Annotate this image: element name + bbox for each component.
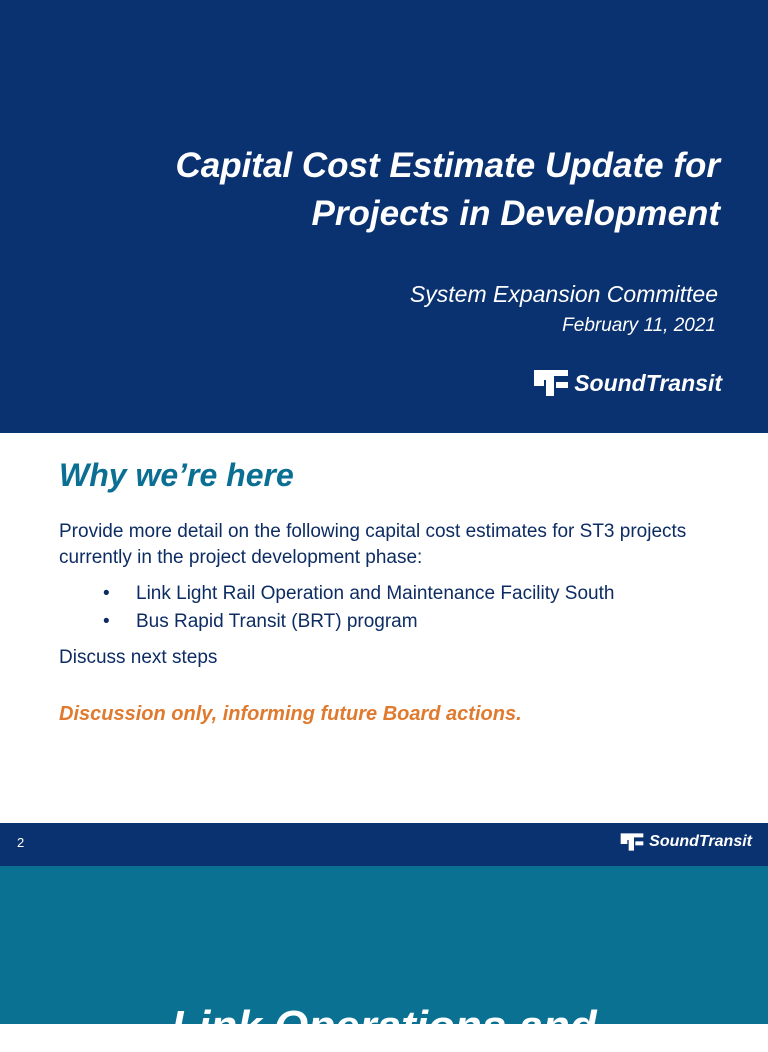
logo-text: SoundTransit xyxy=(574,369,722,396)
next-slide-title: Link Operations and xyxy=(171,1002,597,1051)
bullet-list xyxy=(103,580,614,636)
slide-footer xyxy=(0,823,768,866)
next-slide xyxy=(0,866,768,1051)
content-slide xyxy=(0,433,768,823)
discussion-note: Discussion only, informing future Board actions. xyxy=(59,703,522,725)
page-number: 2 xyxy=(17,835,25,850)
slide-heading: Why we’re here xyxy=(59,457,294,493)
sound-transit-logo-icon xyxy=(619,832,645,852)
bullet-icon: • xyxy=(103,611,110,632)
bullet-text: Bus Rapid Transit (BRT) program xyxy=(136,611,418,632)
footer-logo xyxy=(619,832,752,852)
sound-transit-logo-icon xyxy=(532,368,570,398)
sound-transit-logo xyxy=(532,368,722,398)
next-steps-text: Discuss next steps xyxy=(59,647,218,668)
slide-title-line2: Projects in Development xyxy=(311,194,720,233)
list-item xyxy=(103,608,614,636)
slide-date: February 11, 2021 xyxy=(562,315,716,336)
slide-title xyxy=(40,142,720,238)
slide-title-line1: Capital Cost Estimate Update for xyxy=(175,146,720,185)
slide-subtitle: System Expansion Committee xyxy=(409,281,718,307)
list-item xyxy=(103,580,614,608)
intro-paragraph: Provide more detail on the following capital cost estimates for ST3 projects currently in the project development phase: xyxy=(59,521,687,568)
title-slide xyxy=(0,0,768,433)
bullet-text: Link Light Rail Operation and Maintenance Facility South xyxy=(136,583,615,604)
bullet-icon: • xyxy=(103,583,110,604)
logo-text: SoundTransit xyxy=(649,833,752,850)
